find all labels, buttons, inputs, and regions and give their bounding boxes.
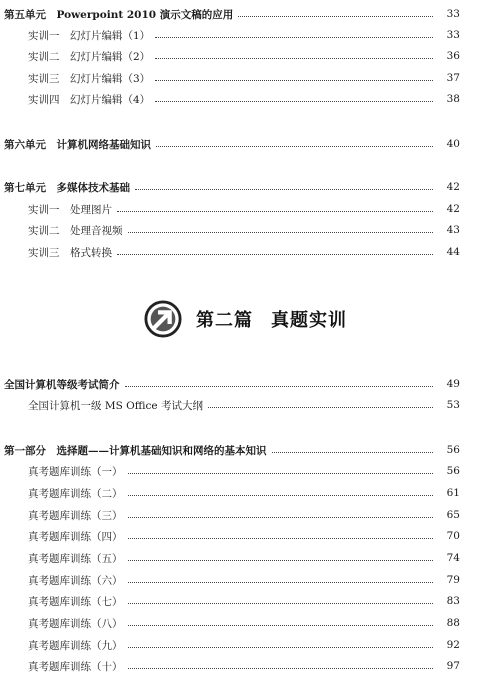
- toc-entry-title: 第七单元 多媒体技术基础: [4, 181, 130, 194]
- dot-leader: [128, 581, 434, 583]
- toc-entry[interactable]: [0, 27, 491, 43]
- toc-entry-title: 实训四 幻灯片编辑（4）: [28, 93, 151, 106]
- toc-entry[interactable]: [0, 48, 491, 64]
- toc-entry[interactable]: [0, 485, 491, 501]
- part-number: 第二篇: [196, 310, 253, 331]
- toc-entry-page-number: 56: [446, 465, 460, 477]
- toc-entry[interactable]: [0, 528, 491, 544]
- toc-entry[interactable]: [0, 201, 491, 217]
- toc-entry-page-number: 88: [446, 617, 460, 629]
- toc-entry[interactable]: [0, 507, 491, 523]
- toc-entry-page-number: 61: [446, 487, 460, 499]
- toc-entry-page-number: 43: [446, 224, 460, 236]
- toc-entry-title: 实训二 幻灯片编辑（2）: [28, 50, 151, 63]
- toc-entry[interactable]: [0, 637, 491, 653]
- toc-entry-title: 实训三 幻灯片编辑（3）: [28, 72, 151, 85]
- toc-entry-title: 全国计算机一级 MS Office 考试大纲: [28, 399, 203, 412]
- toc-entry[interactable]: [0, 222, 491, 238]
- toc-entry[interactable]: [0, 593, 491, 609]
- toc-entry[interactable]: [0, 397, 491, 413]
- dot-leader: [128, 646, 434, 648]
- toc-entry-title: 真考题库训练（二）: [28, 487, 123, 500]
- dot-leader: [208, 406, 433, 408]
- dot-leader: [155, 100, 433, 102]
- dot-leader: [155, 57, 433, 59]
- toc-entry[interactable]: [0, 244, 491, 260]
- toc-entry-title: 第六单元 计算机网络基础知识: [4, 138, 151, 151]
- toc-entry[interactable]: [0, 550, 491, 566]
- toc-entry-title: 真考题库训练（七）: [28, 595, 123, 608]
- toc-entry-title: 第一部分 选择题——计算机基础知识和网络的基本知识: [4, 444, 267, 457]
- toc-entry-title: 实训二 处理音视频: [28, 224, 123, 237]
- dot-leader: [156, 145, 433, 147]
- toc-entry-page-number: 74: [446, 552, 460, 564]
- toc-entry-title: 真考题库训练（三）: [28, 509, 123, 522]
- toc-entry-title: 真考题库训练（四）: [28, 530, 123, 543]
- toc-entry-page-number: 83: [446, 595, 460, 607]
- toc-entry[interactable]: [0, 463, 491, 479]
- toc-entry-title: 全国计算机等级考试简介: [4, 378, 120, 391]
- toc-entry-page-number: 79: [446, 574, 460, 586]
- dot-leader: [117, 210, 433, 212]
- dot-leader: [238, 15, 433, 17]
- toc-entry[interactable]: [0, 179, 491, 195]
- toc-entry-page-number: 38: [446, 93, 460, 105]
- toc-entry[interactable]: [0, 136, 491, 152]
- toc-entry-title: 实训一 幻灯片编辑（1）: [28, 29, 151, 42]
- dot-leader: [128, 516, 434, 518]
- toc-entry-title: 真考题库训练（九）: [28, 639, 123, 652]
- toc-entry-title: 实训一 处理图片: [28, 203, 112, 216]
- toc-entry-page-number: 56: [446, 444, 460, 456]
- dot-leader: [128, 624, 434, 626]
- dot-leader: [125, 385, 434, 387]
- dot-leader: [128, 602, 434, 604]
- toc-entry[interactable]: [0, 70, 491, 86]
- toc-entry-page-number: 40: [446, 138, 460, 150]
- toc-entry-title: 第五单元 Powerpoint 2010 演示文稿的应用: [4, 8, 234, 21]
- dot-leader: [155, 79, 433, 81]
- toc-entry[interactable]: [0, 442, 491, 458]
- dot-leader: [128, 537, 434, 539]
- toc-entry-page-number: 33: [446, 29, 460, 41]
- toc-entry-page-number: 49: [446, 378, 460, 390]
- toc-entry[interactable]: [0, 572, 491, 588]
- part-banner: [0, 296, 491, 342]
- toc-entry-title: 真考题库训练（八）: [28, 617, 123, 630]
- toc-entry-page-number: 65: [446, 509, 460, 521]
- dot-leader: [128, 559, 434, 561]
- toc-entry-title: 实训三 格式转换: [28, 246, 112, 259]
- toc-entry-page-number: 42: [446, 181, 460, 193]
- toc-entry-page-number: 53: [446, 399, 460, 411]
- dot-leader: [155, 36, 433, 38]
- dot-leader: [128, 231, 434, 233]
- toc-entry-page-number: 44: [446, 246, 460, 258]
- toc-entry-title: 真考题库训练（一）: [28, 465, 123, 478]
- arrow-up-right-circle-icon: [144, 300, 182, 338]
- dot-leader: [128, 472, 434, 474]
- toc-entry-title: 真考题库训练（六）: [28, 574, 123, 587]
- toc-entry[interactable]: [0, 615, 491, 631]
- toc-entry-page-number: 92: [446, 639, 460, 651]
- toc-entry[interactable]: [0, 658, 491, 674]
- part-title: [196, 306, 347, 332]
- toc-entry-title: 真考题库训练（五）: [28, 552, 123, 565]
- toc-entry[interactable]: [0, 91, 491, 107]
- dot-leader: [272, 451, 434, 453]
- toc-entry-page-number: 97: [446, 660, 460, 672]
- toc-entry-page-number: 36: [446, 50, 460, 62]
- dot-leader: [128, 494, 434, 496]
- toc-entry-page-number: 42: [446, 203, 460, 215]
- toc-entry-title: 真考题库训练（十）: [28, 660, 123, 673]
- dot-leader: [135, 188, 433, 190]
- dot-leader: [128, 667, 434, 669]
- toc-entry-page-number: 37: [446, 72, 460, 84]
- part-name: 真题实训: [271, 310, 347, 331]
- toc-entry[interactable]: [0, 6, 491, 22]
- dot-leader: [117, 253, 433, 255]
- toc-entry-page-number: 70: [446, 530, 460, 542]
- toc-entry[interactable]: [0, 376, 491, 392]
- toc-entry-page-number: 33: [446, 8, 460, 20]
